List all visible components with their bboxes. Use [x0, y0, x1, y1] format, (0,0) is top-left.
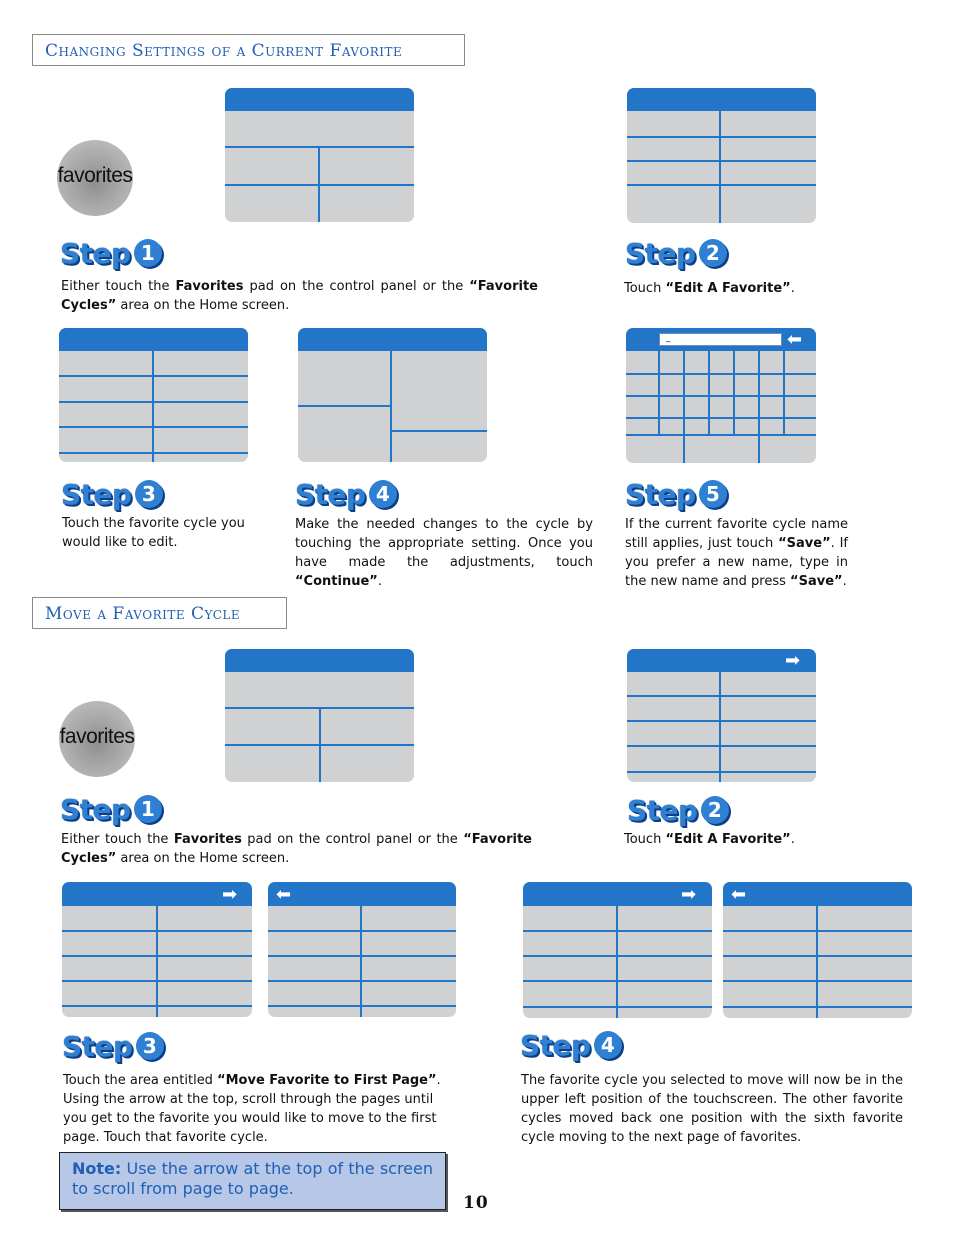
section-title-changing-settings: Changing Settings of a Current Favorite — [32, 34, 465, 66]
page-number: 10 — [463, 1193, 489, 1213]
screen-page-left-arrow — [268, 882, 456, 1017]
screen-page-right-arrow — [62, 882, 252, 1017]
s2-step3-heading: Step 3 — [62, 1032, 164, 1062]
s1-step5-text: If the current favorite cycle name still applies, just touch “Save”. If you prefer a new name, type in the new name and press “Save”. — [625, 517, 848, 589]
screen-home-2 — [225, 649, 414, 782]
favorites-pad-icon — [57, 140, 133, 216]
screen-favorite-cycles — [59, 328, 248, 462]
s1-step1-heading: Step 1 — [60, 239, 162, 269]
next-page-arrow-icon-3[interactable]: ➡ — [681, 884, 697, 905]
prev-page-arrow-icon[interactable]: ⬅ — [276, 884, 292, 905]
note-text: Use the arrow at the top of the screen to scroll from page to page. — [72, 1159, 433, 1198]
section-title-move-favorite: Move a Favorite Cycle — [32, 597, 287, 629]
name-input[interactable]: _ — [659, 333, 782, 346]
s2-step4-heading: Step 4 — [520, 1031, 622, 1061]
s1-step3-heading: Step 3 — [61, 480, 163, 510]
s2-step1-heading: Step 1 — [60, 795, 162, 825]
note-box — [59, 1152, 446, 1210]
s2-step4-text: The favorite cycle you selected to move will now be in the upper left position of the touchscreen. The other favorite cycles moved back one position with the sixth favorite cycle moving to the next page of favorites. — [521, 1073, 903, 1145]
s1-step4-text: Make the needed changes to the cycle by touching the appropriate setting. Once you have made the adjustments, touch “Continue”. — [295, 517, 593, 589]
favorites-pad-icon-2 — [59, 701, 135, 777]
next-page-arrow-icon[interactable]: ➡ — [785, 650, 801, 671]
s1-step2-text: Touch “Edit A Favorite”. — [624, 281, 795, 296]
s1-step4-heading: Step 4 — [295, 480, 397, 510]
s2-step2-text: Touch “Edit A Favorite”. — [624, 832, 795, 847]
prev-page-arrow-icon-2[interactable]: ⬅ — [731, 884, 747, 905]
s1-step1-text: Either touch the Favorites pad on the control panel or the “Favorite Cycles” area on the Home screen. — [61, 279, 538, 313]
backspace-arrow-icon[interactable]: ⬅ — [787, 329, 803, 350]
s1-step3-text: Touch the favorite cycle you would like to edit. — [62, 516, 245, 550]
next-page-arrow-icon-2[interactable]: ➡ — [222, 884, 238, 905]
screen-favorites-list — [627, 88, 816, 223]
s2-step2-heading: Step 2 — [627, 796, 729, 826]
screen-keyboard — [626, 328, 816, 463]
s2-step3-text: Touch the area entitled “Move Favorite to First Page”. Using the arrow at the top, scroll through the pages until you get to the favorite you would like to move to the first page. Touch that favorite cycle. — [63, 1073, 441, 1145]
note-label: Note: — [72, 1159, 122, 1178]
favorites-pad-label-2: favorites — [59, 725, 135, 748]
favorites-pad-label: favorites — [57, 164, 133, 187]
screen-result-page1 — [523, 882, 712, 1018]
s1-step2-heading: Step 2 — [625, 239, 727, 269]
screen-cycle-settings — [298, 328, 487, 462]
s1-step5-heading: Step 5 — [625, 480, 727, 510]
screen-result-page2 — [723, 882, 912, 1018]
screen-home — [225, 88, 414, 222]
s2-step1-text: Either touch the Favorites pad on the control panel or the “Favorite Cycles” area on the Home screen. — [61, 832, 532, 866]
screen-favorites-list-2 — [627, 649, 816, 782]
